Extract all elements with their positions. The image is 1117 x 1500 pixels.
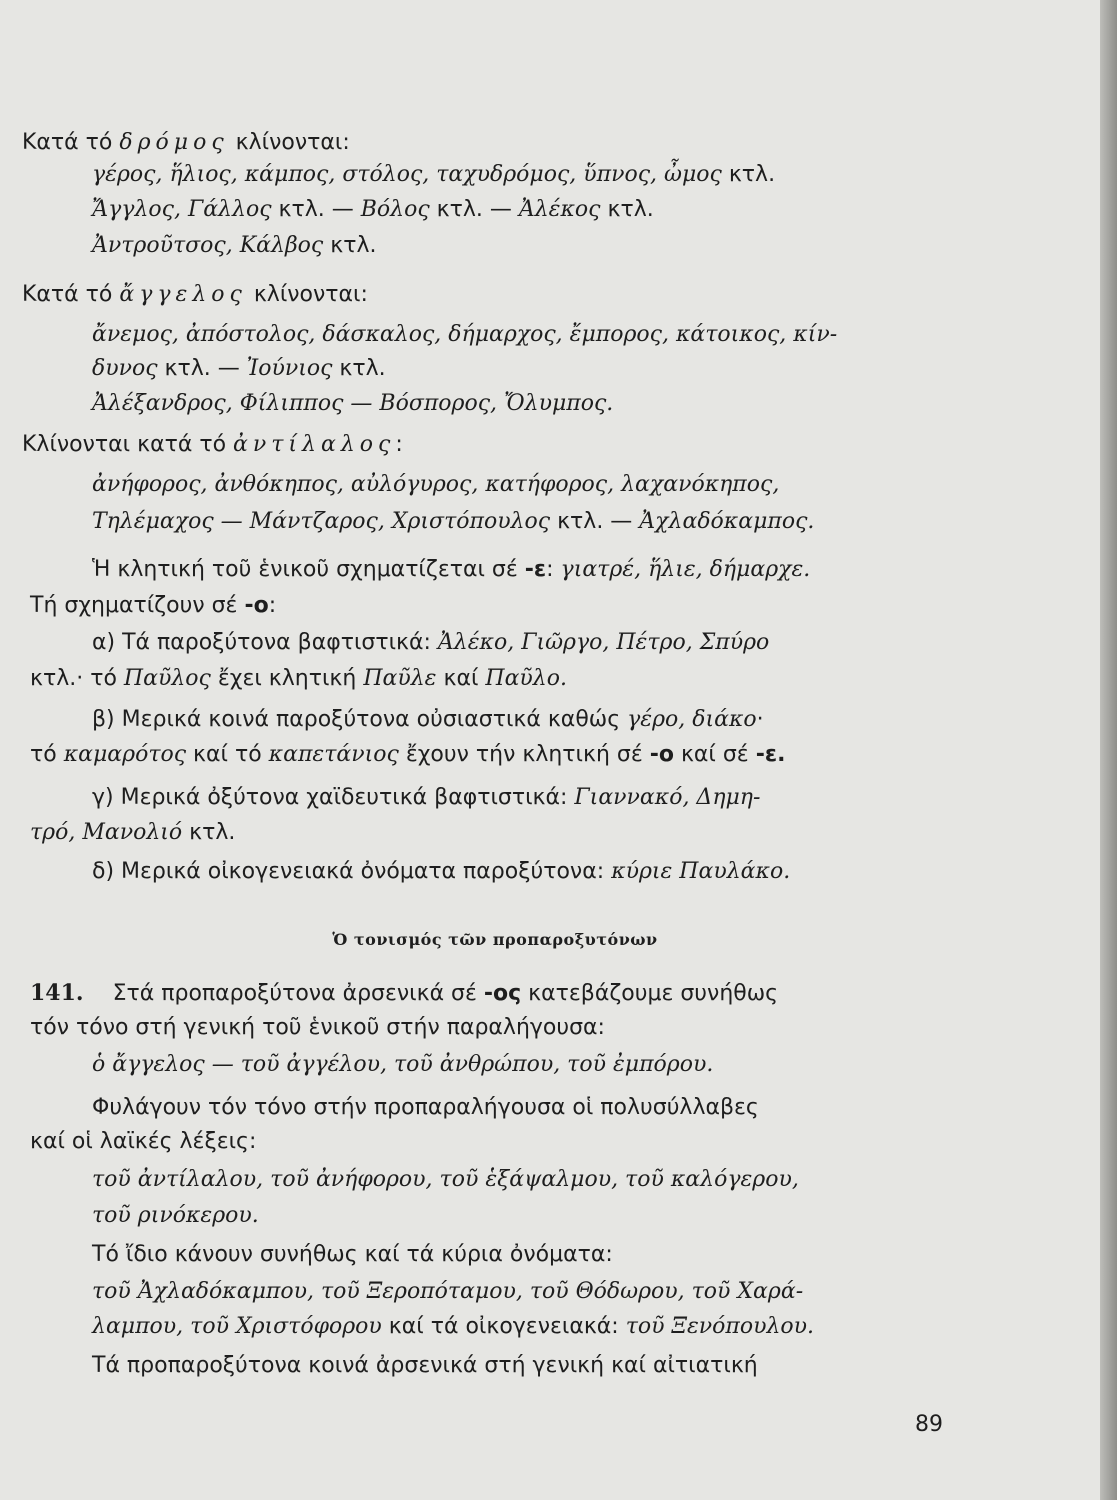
s141-line-11: Τά προπαροξύτονα κοινά ἀρσενικά στή γενική καί αἰτιατική: [92, 1353, 758, 1378]
s141-line-2: τόν τόνο στή γενική τοῦ ἑνικοῦ στήν παραλήγουσα:: [30, 1015, 605, 1040]
s141-line-3: ὁ ἄγγελος — τοῦ ἀγγέλου, τοῦ ἀνθρώπου, τοῦ ἐμπόρου.: [92, 1052, 714, 1077]
vocative-c-line-1: γ) Μερικά ὀξύτονα χαϊδευτικά βαφτιστικά: Γιαννακό, Δημη-: [92, 785, 761, 810]
s141-line-6: τοῦ ἀντίλαλου, τοῦ ἀνήφορου, τοῦ ἑξάψαλμου, τοῦ καλόγερου,: [92, 1167, 799, 1192]
section-heading: Ὁ τονισμός τῶν προπαροξυτόνων: [332, 930, 658, 949]
vocative-a-line-2: κτλ.· τό Παῦλος ἔχει κλητική Παῦλε καί Παῦλο.: [30, 666, 567, 691]
vocative-line-1: Ἡ κλητική τοῦ ἑνικοῦ σχηματίζεται σέ -ε: γιατρέ, ἥλιε, δήμαρχε.: [92, 557, 811, 582]
s141-line-7: τοῦ ρινόκερου.: [92, 1203, 259, 1228]
s141-line-8: Τό ἴδιο κάνουν συνήθως καί τά κύρια ὀνόματα:: [92, 1242, 613, 1267]
s141-line-10: λαμπου, τοῦ Χριστόφορου καί τά οἰκογενειακά: τοῦ Ξενόπουλου.: [92, 1314, 815, 1339]
section-number: 141.: [30, 980, 84, 1006]
vocative-line-2: Τή σχηματίζουν σέ -ο:: [30, 593, 277, 618]
page-edge: [1100, 0, 1117, 1500]
antilalos-line-1: ἀνήφορος, ἀνθόκηπος, αὐλόγυρος, κατήφορος, λαχανόκηπος,: [92, 472, 780, 497]
vocative-a-line-1: α) Τά παροξύτονα βαφτιστικά: Ἀλέκο, Γιῶργο, Πέτρο, Σπύρο: [92, 630, 770, 655]
angelos-line-2: δυνος κτλ. — Ἰούνιος κτλ.: [92, 356, 386, 381]
angelos-line-1: ἄνεμος, ἀπόστολος, δάσκαλος, δήμαρχος, ἔμπορος, κάτοικος, κίν-: [92, 322, 838, 347]
antilalos-line-2: Τηλέμαχος — Μάντζαρος, Χριστόπουλος κτλ. — Ἀχλαδόκαμπος.: [92, 509, 815, 534]
angelos-intro: Κατά τό ἄγγελος κλίνονται:: [22, 282, 368, 307]
vocative-c-line-2: τρό, Μανολιό κτλ.: [30, 820, 236, 845]
s141-line-5: καί οἱ λαϊκές λέξεις:: [30, 1129, 257, 1154]
s141-line-4: Φυλάγουν τόν τόνο στήν προπαραλήγουσα οἱ πολυσύλλαβες: [92, 1095, 759, 1120]
vocative-d-line: δ) Μερικά οἰκογενειακά ὀνόματα παροξύτονα: κύριε Παυλάκο.: [92, 859, 791, 884]
vocative-b-line-2: τό καμαρότος καί τό καπετάνιος ἔχουν τήν κλητική σέ -ο καί σέ -ε.: [30, 742, 786, 767]
angelos-line-3: Ἀλέξανδρος, Φίλιππος — Βόσπορος, Ὄλυμπος.: [92, 391, 614, 416]
page-number: 89: [915, 1412, 943, 1437]
dromos-line-2: Ἄγγλος, Γάλλος κτλ. — Βόλος κτλ. — Ἀλέκος κτλ.: [92, 197, 654, 222]
dromos-line-3: Ἀντροῦτσος, Κάλβος κτλ.: [92, 233, 377, 258]
s141-line-1: 141. Στά προπαροξύτονα ἀρσενικά σέ -ος κατεβάζουμε συνήθως: [30, 980, 779, 1006]
dromos-line-1: γέρος, ἥλιος, κάμπος, στόλος, ταχυδρόμος, ὕπνος, ὦμος κτλ.: [92, 162, 776, 187]
dromos-intro: Κατά τό δρόμος κλίνονται:: [22, 130, 350, 155]
s141-line-9: τοῦ Ἀχλαδόκαμπου, τοῦ Ξεροπόταμου, τοῦ Θόδωρου, τοῦ Χαρά-: [92, 1279, 804, 1304]
antilalos-intro: Κλίνονται κατά τό ἀντίλαλος:: [22, 432, 403, 457]
vocative-b-line-1: β) Μερικά κοινά παροξύτονα οὐσιαστικά καθώς γέρο, διάκο·: [92, 707, 764, 732]
